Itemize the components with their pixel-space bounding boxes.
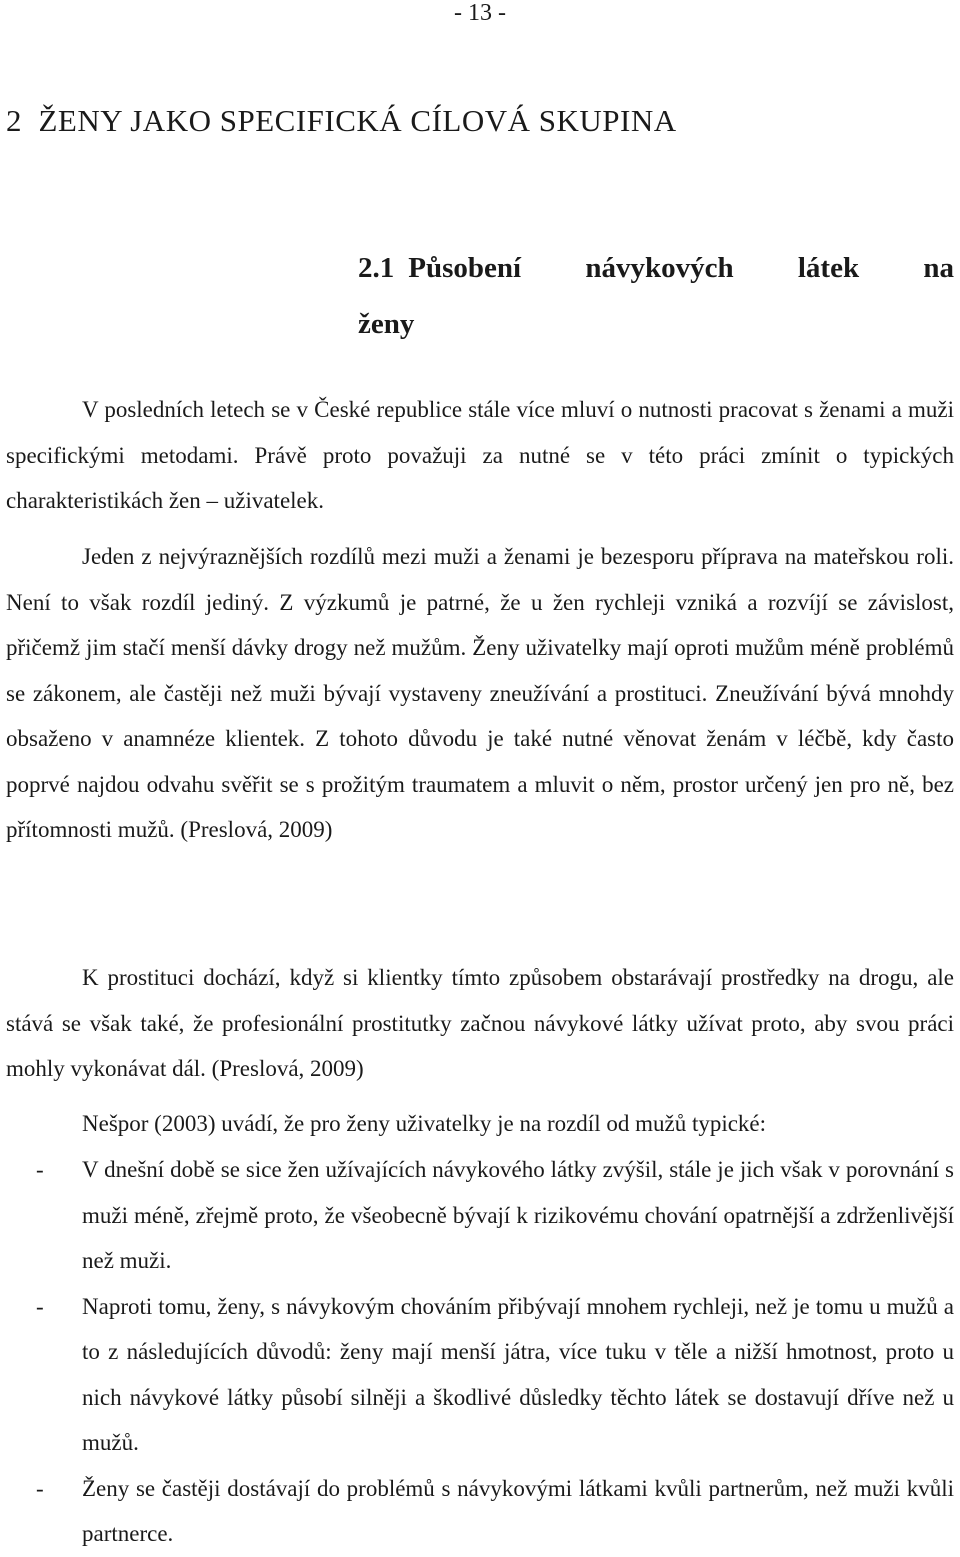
bullet-dash: -	[36, 1157, 44, 1182]
section-number: 2.1	[358, 252, 395, 284]
paragraph-prostitution: K prostituci dochází, když si klientky tímto způsobem obstarávají prostředky na drogu, ale stává se však také, že profesionální prostitutky začnou návykové látky užívat proto, aby svou práci mohly vykonávat dál. (Preslová, 2009)	[6, 965, 954, 1081]
list-item-text: Ženy se častěji dostávají do problémů s návykovými látkami kvůli partnerům, než muži kvůli partnerce.	[82, 1475, 954, 1546]
list-item	[6, 1147, 954, 1284]
list-item	[6, 1466, 954, 1557]
paragraph-intro: V posledních letech se v České republice stále více mluví o nutnosti pracovat s ženami a muži specifickými metodami. Právě proto považuji za nutné se v této práci zmínit o typických charakteristikách žen – uživatelek.	[6, 397, 954, 513]
list-item-text: Naproti tomu, ženy, s návykovým chováním přibývají mnohem rychleji, než je tomu u mužů a to z následujících důvodů: ženy mají menší játra, více tuku v těle a nižší hmotnost, proto u nich návykové látky působí silněji a škodlivé důsledky těchto látek se dostavují dříve než u mužů.	[82, 1293, 954, 1455]
section-heading	[358, 240, 954, 352]
chapter-heading	[6, 98, 677, 144]
bullet-dash: -	[36, 1475, 44, 1501]
page-number: - 13 -	[454, 0, 506, 26]
chapter-title: ŽENY JAKO SPECIFICKÁ CÍLOVÁ SKUPINA	[38, 103, 677, 138]
bullet-dash: -	[36, 1293, 44, 1319]
chapter-number: 2	[6, 103, 22, 138]
paragraph-nespor-intro: Nešpor (2003) uvádí, že pro ženy uživatelky je na rozdíl od mužů typické:	[82, 1111, 767, 1136]
list-item	[6, 1284, 954, 1466]
paragraph-differences: Jeden z nejvýraznějších rozdílů mezi muži a ženami je bezesporu příprava na mateřskou roli. Není to však rozdíl jediný. Z výzkumů je patrné, že u žen rychleji vzniká a rozvíjí se závislost, přičemž jim stačí menší dávky drogy než mužům. Ženy uživatelky mají oproti mužům méně problémů se zákonem, ale častěji než muži bývají vystaveny zneužívání a prostituci. Zneužívání bývá mnohdy obsaženo v anamnéze klientek. Z tohoto důvodu je také nutné věnovat ženám v léčbě, kdy často poprvé najdou odvahu svěřit se s prožitým traumatem a mluvit o něm, prostor určený jen pro ně, bez přítomnosti mužů. (Preslová, 2009)	[6, 544, 954, 842]
bullet-list	[6, 1147, 954, 1557]
list-item-text: V dnešní době se sice žen užívajících návykového látky zvýšil, stále je jich však v porovnání s muži méně, zřejmě proto, že všeobecně bývají k rizikovému chování opatrnější a zdrženlivější než muži.	[82, 1157, 954, 1273]
section-title: Působení návykových látek na ženy	[358, 252, 954, 340]
